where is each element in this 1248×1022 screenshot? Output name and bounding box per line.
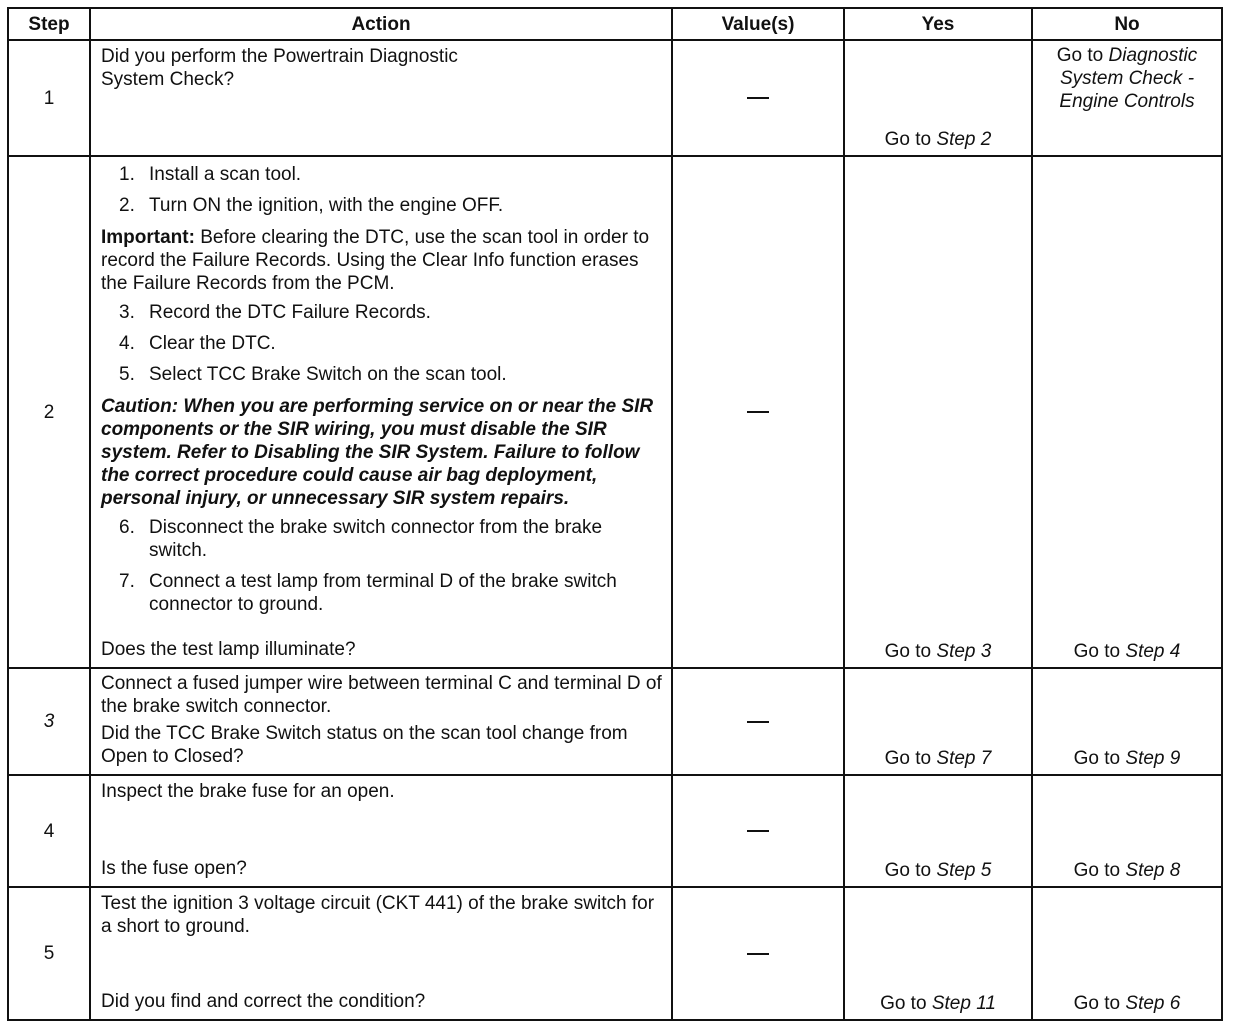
- list-item: 5. Select TCC Brake Switch on the scan tool.: [119, 364, 507, 385]
- list-item: 1. Install a scan tool.: [119, 164, 302, 185]
- action-cell: [90, 887, 672, 1020]
- no-cell: [1032, 668, 1222, 775]
- value-cell: [672, 156, 844, 668]
- yes-goto: Go to Step 3: [884, 641, 992, 662]
- yes-cell: [844, 887, 1032, 1020]
- header-action: Action: [90, 8, 672, 40]
- value-dash: [747, 97, 769, 99]
- action-text: Connect a fused jumper wire between terminal C and terminal D of the brake switch connector.: [101, 673, 662, 717]
- yes-cell: [844, 156, 1032, 668]
- list-item: 7. Connect a test lamp from terminal D of the brake switch connector to ground.: [119, 571, 617, 615]
- diagnostic-table: [7, 7, 1223, 1021]
- step-number: 5: [8, 887, 90, 1020]
- value-dash: [747, 411, 769, 413]
- action-text: Test the ignition 3 voltage circuit (CKT 441) of the brake switch for a short to ground.: [101, 893, 655, 937]
- value-dash: [747, 953, 769, 955]
- list-item: 6. Disconnect the brake switch connector from the brake switch.: [119, 517, 603, 561]
- list-item: 3. Record the DTC Failure Records.: [119, 302, 431, 323]
- action-cell: [90, 668, 672, 775]
- action-cell: [90, 40, 672, 156]
- header-values: Value(s): [672, 8, 844, 40]
- header-yes: Yes: [844, 8, 1032, 40]
- header-row: [8, 8, 1222, 40]
- table-row-step-5: [8, 887, 1222, 1020]
- no-cell: [1032, 775, 1222, 887]
- action-question: Did the TCC Brake Switch status on the scan tool change from Open to Closed?: [101, 723, 628, 767]
- action-text: System Check?: [101, 69, 235, 90]
- yes-goto: Go to Step 5: [884, 860, 992, 881]
- yes-goto: Go to Step 2: [884, 129, 992, 150]
- value-cell: [672, 668, 844, 775]
- list-item: 4. Clear the DTC.: [119, 333, 276, 354]
- no-goto: Go to Step 6: [1073, 993, 1181, 1014]
- table-row-step-4: [8, 775, 1222, 887]
- action-cell: [90, 775, 672, 887]
- value-dash: [747, 721, 769, 723]
- value-cell: [672, 40, 844, 156]
- yes-cell: [844, 668, 1032, 775]
- yes-cell: [844, 775, 1032, 887]
- table-row-step-2: [8, 156, 1222, 668]
- no-goto: Go to Step 8: [1073, 860, 1181, 881]
- action-text: Did you perform the Powertrain Diagnostic: [101, 46, 458, 67]
- no-goto: Go to Step 4: [1073, 641, 1181, 662]
- step-number: 1: [8, 40, 90, 156]
- value-cell: [672, 887, 844, 1020]
- step-number: 4: [8, 775, 90, 887]
- step-number: 2: [8, 156, 90, 668]
- caution-note: Caution: When you are performing service on or near the SIR components or the SIR wiring, you must disable the SIR system. Refer to Disabling the SIR System. Failure to follow the correct procedure could cause air bag deployment, personal injury, or unnecessary SIR system repairs.: [101, 396, 654, 509]
- action-question: Is the fuse open?: [101, 858, 247, 879]
- yes-cell: [844, 40, 1032, 156]
- header-step: Step: [8, 8, 90, 40]
- table-row-step-1: [8, 40, 1222, 156]
- no-goto: Go to Diagnostic System Check - Engine Controls: [1056, 45, 1198, 112]
- yes-goto: Go to Step 7: [884, 748, 992, 769]
- no-cell: [1032, 887, 1222, 1020]
- diagnostic-table-page: [7, 7, 1221, 1019]
- yes-goto: Go to Step 11: [880, 993, 996, 1014]
- no-goto: Go to Step 9: [1073, 748, 1181, 769]
- no-cell: [1032, 156, 1222, 668]
- action-question: Does the test lamp illuminate?: [101, 639, 356, 660]
- action-question: Did you find and correct the condition?: [101, 991, 426, 1012]
- action-cell: [90, 156, 672, 668]
- table-row-step-3: [8, 668, 1222, 775]
- header-no: No: [1032, 8, 1222, 40]
- value-dash: [747, 830, 769, 832]
- action-text: Inspect the brake fuse for an open.: [101, 781, 395, 802]
- value-cell: [672, 775, 844, 887]
- no-cell: [1032, 40, 1222, 156]
- important-note: Important: Before clearing the DTC, use the scan tool in order to record the Failure Records. Using the Clear Info function erases the Failure Records from the PCM.: [101, 227, 650, 294]
- list-item: 2. Turn ON the ignition, with the engine OFF.: [119, 195, 504, 216]
- step-number: 3: [8, 668, 90, 775]
